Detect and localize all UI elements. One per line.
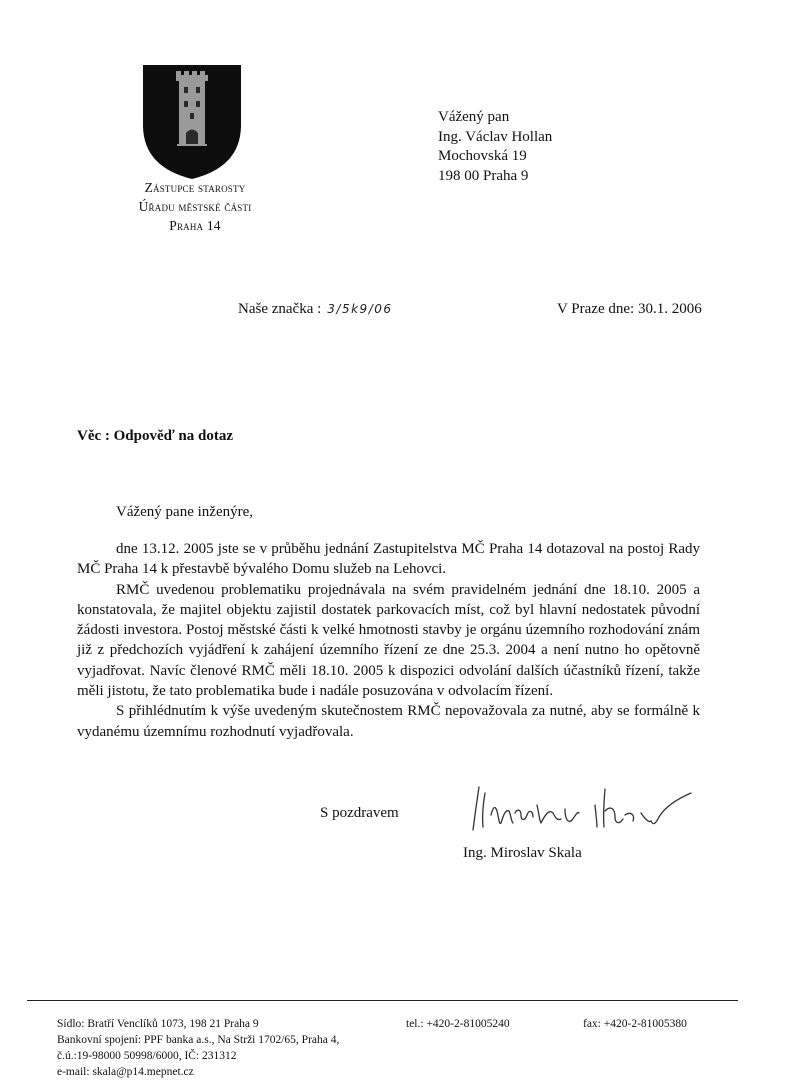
handwritten-signature xyxy=(455,775,700,840)
coat-of-arms-icon xyxy=(141,63,243,181)
sender-block xyxy=(100,178,290,235)
footer-address-line-3: č.ú.:19-98000 50998/6000, IČ: 231312 xyxy=(57,1050,237,1062)
body-paragraph-1: dne 13.12. 2005 jste se v průběhu jednání Zastupitelstva MČ Praha 14 dotazoval na postoj Rady MČ Praha 14 k přestavbě bývalého Domu služeb na Lehovci. xyxy=(77,541,700,578)
recipient-address xyxy=(438,108,552,186)
body-paragraph-2: RMČ uvedenou problematiku projednávala na svém pravidelném jednání dne 18.10. 2005 a konstatovala, že majitel objektu zajistil dostatek parkovacích míst, což byl hlavní nedostatek původní žádosti investora. Postoj městské části k velké hmotnosti stavby je orgánu územního rozhodování znám již z předchozích vyjádření k zahájení územního řízení ze dne 25.3. 2004 a není nutno ho opětovně vyjadřovat. Navíc členové RMČ měli 18.10. 2005 k dispozici odvolání dalších účastníků řízení, takže měli jistotu, že tato problematika bude i nadále posuzována v odvolacím řízení. xyxy=(77,581,700,700)
sender-line-1: Zástupce starosty xyxy=(144,180,246,195)
footer-address-line-2: Bankovní spojení: PPF banka a.s., Na Strži 1702/65, Praha 4, xyxy=(57,1034,340,1046)
sender-line-2: Úřadu městské části xyxy=(138,199,252,214)
letter-body xyxy=(77,539,700,742)
subject-line: Věc : Odpověď na dotaz xyxy=(77,428,233,444)
recipient-line-3: Mochovská 19 xyxy=(438,148,527,164)
footer-phone: tel.: +420-2-81005240 xyxy=(406,1018,510,1030)
body-paragraph-3: S přihlédnutím k výše uvedeným skutečnostem RMČ nepovažovala za nutné, aby se formálně k vydanému územnímu rozhodnutí vyjadřovala. xyxy=(77,703,700,740)
reference-label: Naše značka : xyxy=(238,301,322,317)
footer-address-line-1: Sídlo: Bratří Venclíků 1073, 198 21 Praha 9 xyxy=(57,1018,259,1030)
letter-date: V Praze dne: 30.1. 2006 xyxy=(557,301,702,317)
recipient-line-4: 198 00 Praha 9 xyxy=(438,167,529,184)
reference-value: 3/5k9/06 xyxy=(327,302,393,316)
footer-address xyxy=(57,1016,339,1080)
recipient-line-2: Ing. Václav Hollan xyxy=(438,128,553,145)
closing: S pozdravem xyxy=(320,805,399,821)
reference-line xyxy=(238,301,393,318)
footer-divider xyxy=(27,1000,738,1001)
footer-fax: fax: +420-2-81005380 xyxy=(583,1018,687,1030)
salutation: Vážený pane inženýre, xyxy=(116,504,254,520)
signer-name: Ing. Miroslav Skala xyxy=(463,845,582,861)
sender-line-3: Praha 14 xyxy=(169,218,221,233)
footer-email: e-mail: skala@p14.mepnet.cz xyxy=(57,1066,194,1078)
recipient-line-1: Vážený pan xyxy=(438,109,510,125)
